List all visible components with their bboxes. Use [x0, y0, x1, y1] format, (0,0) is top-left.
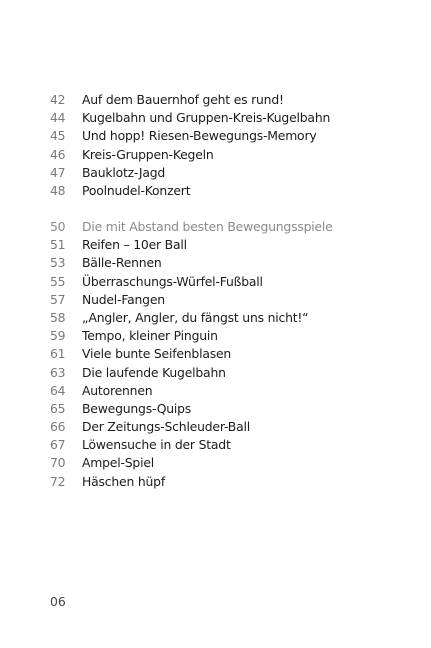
toc-entry	[50, 400, 333, 418]
toc-entry-title: Auf dem Bauernhof geht es rund!	[82, 92, 284, 107]
toc-entry	[50, 382, 333, 400]
toc-entry-title: Löwensuche in der Stadt	[82, 437, 231, 453]
toc-entry	[50, 254, 333, 272]
toc-entry-title: Die laufende Kugelbahn	[82, 364, 226, 380]
toc-entry	[50, 146, 330, 164]
toc-page-number: 44	[50, 110, 66, 126]
toc-page-number: 65	[50, 400, 66, 416]
toc-entry-title: Häschen hüpf	[82, 473, 165, 489]
toc-page-number: 72	[50, 473, 66, 489]
toc-page-number: 51	[50, 237, 66, 253]
toc-entry-title: Bälle-Rennen	[82, 255, 162, 271]
toc-entry-title: Autorennen	[82, 382, 153, 398]
toc-page-number: 58	[50, 309, 66, 325]
toc-page-number: 42	[50, 92, 66, 107]
toc-list-upper	[50, 91, 330, 200]
toc-page-number: 45	[50, 128, 66, 144]
toc-entry	[50, 164, 330, 182]
toc-page-number: 66	[50, 419, 66, 435]
toc-entry-title: Reifen – 10er Ball	[82, 237, 187, 253]
toc-page-number: 53	[50, 255, 66, 271]
toc-page-number: 59	[50, 328, 66, 344]
toc-page-number: 55	[50, 273, 66, 289]
toc-entry	[50, 236, 333, 254]
toc-page-number: 47	[50, 164, 66, 180]
toc-entry-title: Poolnudel-Konzert	[82, 182, 191, 198]
toc-entry	[50, 273, 333, 291]
toc-entry	[50, 291, 333, 309]
toc-entry	[50, 345, 333, 363]
toc-entry	[50, 182, 330, 200]
page-folio: 06	[50, 594, 66, 609]
toc-entry-title: Viele bunte Seifenblasen	[82, 346, 232, 362]
toc-page-number: 64	[50, 382, 66, 398]
toc-page-number: 61	[50, 346, 66, 362]
toc-entry	[50, 418, 333, 436]
toc-entry-title: Tempo, kleiner Pinguin	[82, 328, 218, 344]
toc-page-number: 57	[50, 291, 66, 307]
toc-entry-title: Kreis-Gruppen-Kegeln	[82, 146, 214, 162]
toc-entry-title: Nudel-Fangen	[82, 291, 165, 307]
toc-entry	[50, 364, 333, 382]
toc-entry	[50, 91, 330, 109]
toc-entry-title: Der Zeitungs-Schleuder-Ball	[82, 419, 250, 435]
toc-page-number: 70	[50, 455, 66, 471]
toc-entry-title: „Angler, Angler, du fängst uns nicht!“	[82, 309, 309, 325]
toc-entry-title: Überraschungs-Würfel-Fußball	[82, 273, 263, 289]
toc-page-number: 46	[50, 146, 66, 162]
toc-entry-title: Bauklotz-Jagd	[82, 164, 166, 180]
toc-entry	[50, 127, 330, 145]
toc-list-lower	[50, 218, 333, 491]
toc-entry	[50, 454, 333, 472]
toc-entry	[50, 436, 333, 454]
toc-entry-title: Kugelbahn und Gruppen-Kreis-Kugelbahn	[82, 110, 331, 126]
toc-entry-title: Und hopp! Riesen-Bewegungs-Memory	[82, 128, 317, 144]
toc-entry-title: Ampel-Spiel	[82, 455, 154, 471]
section-heading-title: Die mit Abstand besten Bewegungsspiele	[82, 219, 333, 234]
toc-entry	[50, 309, 333, 327]
toc-entry	[50, 327, 333, 345]
toc-section-heading	[50, 218, 333, 236]
toc-page-number: 50	[50, 219, 66, 234]
toc-entry-title: Bewegungs-Quips	[82, 400, 192, 416]
toc-entry	[50, 109, 330, 127]
toc-page-number: 48	[50, 182, 66, 198]
toc-page-number: 63	[50, 364, 66, 380]
toc-page-number: 67	[50, 437, 66, 453]
toc-entry	[50, 473, 333, 491]
